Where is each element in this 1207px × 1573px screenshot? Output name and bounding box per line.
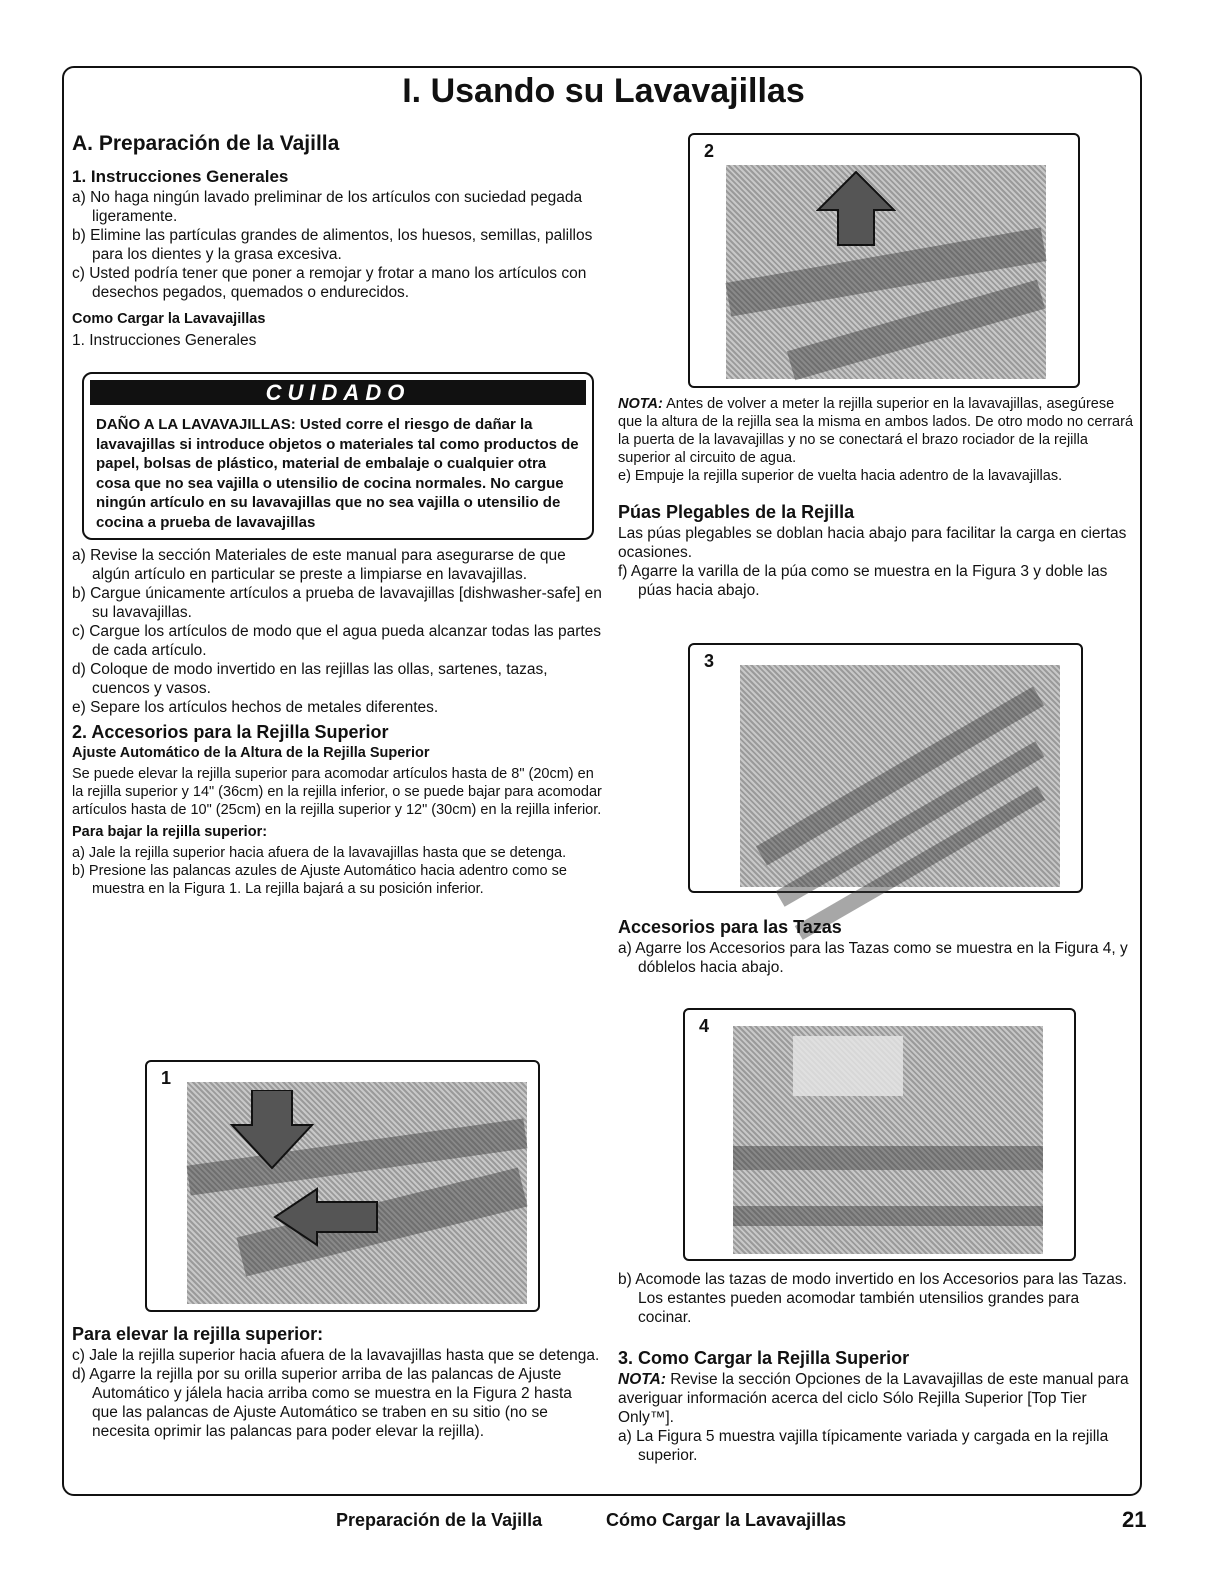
- list-item: a) Revise la sección Materiales de este manual para asegurarse de que algún artículo en particular se preste a limpiarse en lavavajillas.: [72, 547, 566, 583]
- footer-section-1: Preparación de la Vajilla: [336, 1510, 543, 1530]
- list-item: b) Presione las palancas azules de Ajuste Automático hacia adentro como se muestra en la Figura 1. La rejilla bajará a su posición inferior.: [72, 863, 567, 897]
- cup-shelves-heading: Accesorios para las Tazas: [618, 917, 842, 937]
- figure-number: 3: [704, 651, 715, 671]
- figure-number: 4: [699, 1016, 710, 1036]
- figure-4-photo: [733, 1026, 1043, 1254]
- figure-1: [145, 1060, 540, 1312]
- section-2-heading: 2. Accesorios para la Rejilla Superior: [72, 722, 389, 742]
- note-label: NOTA:: [618, 396, 663, 412]
- auto-adjust-heading: Ajuste Automático de la Altura de la Rejilla Superior: [72, 745, 430, 761]
- figure-4: [683, 1008, 1076, 1261]
- lower-right-block: [618, 1270, 1136, 1465]
- figure-3: [688, 643, 1083, 893]
- tines-text: Las púas plegables se doblan hacia abajo para facilitar la carga en ciertas ocasiones.: [618, 525, 1127, 561]
- figure-number: 2: [704, 141, 715, 161]
- caution-text: DAÑO A LA LAVAVAJILLAS: Usted corre el riesgo de dañar la lavavajillas si introduce objetos o materiales tal como productos de papel, bolsas de plástico, material de embalaje o cualquier otra cosa que no sea vajilla o utensilio de cocina normales. No cargue ningún artículo en su lavavajillas que no sea vajilla o utensilio de cocina a prueba de lavavajillas: [96, 416, 579, 531]
- caution-header: CUIDADO: [90, 380, 586, 405]
- list-item: a) Agarre los Accesorios para las Tazas como se muestra en la Figura 4, y dóblelos hacia abajo.: [618, 940, 1128, 976]
- list-item: e) Empuje la rejilla superior de vuelta hacia adentro de la lavavajillas.: [618, 468, 1063, 484]
- raise-rack-heading: Para elevar la rejilla superior:: [72, 1324, 324, 1344]
- lower-rack-heading: Para bajar la rejilla superior:: [72, 824, 268, 840]
- figure-3-photo: [740, 665, 1060, 887]
- list-item: e) Separe los artículos hechos de metales diferentes.: [72, 699, 439, 716]
- list-item: f) Agarre la varilla de la púa como se muestra en la Figura 3 y doble las púas hacia abajo.: [618, 563, 1108, 599]
- figure-2: [688, 133, 1080, 388]
- arrow-in-icon: [272, 1177, 382, 1247]
- right-column: [618, 395, 1136, 600]
- footer-section-2: Cómo Cargar la Lavavajillas: [606, 1510, 847, 1530]
- note2-label: NOTA:: [618, 1371, 666, 1388]
- list-item: c) Usted podría tener que poner a remojar y frotar a mano los artículos con desechos pegados, quemados o endurecidos.: [72, 265, 587, 301]
- note2-paragraph: [618, 1370, 1136, 1427]
- loading-heading: Como Cargar la Lavavajillas: [72, 311, 266, 327]
- note2-text: Revise la sección Opciones de la Lavavajillas de este manual para averiguar información acerca del ciclo Sólo Rejilla Superior [Top Tier Only™].: [618, 1371, 1129, 1426]
- general-instructions-heading: 1. Instrucciones Generales: [72, 167, 289, 186]
- arrow-up-icon: [816, 170, 896, 250]
- note-paragraph: [618, 395, 1136, 467]
- loading-item: 1. Instrucciones Generales: [72, 332, 257, 349]
- list-item: a) La Figura 5 muestra vajilla típicamente variada y cargada en la rejilla superior.: [618, 1428, 1109, 1464]
- page-title: I. Usando su Lavavajillas: [402, 72, 805, 110]
- list-item: c) Cargue los artículos de modo que el agua pueda alcanzar todas las partes de cada artículo.: [72, 623, 602, 659]
- page-number: 21: [1122, 1507, 1147, 1532]
- tines-heading: Púas Plegables de la Rejilla: [618, 502, 855, 522]
- auto-adjust-text: Se puede elevar la rejilla superior para acomodar artículos hasta de 8" (20cm) en la rejilla superior y 14" (36cm) en la rejilla inferior, o se puede bajar para acomodar artículos hasta de 10" (25cm) en la rejilla superior y 12" (30cm) en la rejilla inferior.: [72, 766, 602, 818]
- list-item: d) Coloque de modo invertido en las rejillas las ollas, sartenes, tazas, cuencos y vasos.: [72, 661, 548, 697]
- list-item: d) Agarre la rejilla por su orilla superior arriba de las palancas de Ajuste Automático y jálela hacia arriba como se muestra en la Figura 2 hasta que las palancas de Ajuste Automático se traben en su sitio (no se necesita oprimir las palancas para poder elevar la rejilla).: [72, 1366, 572, 1440]
- figure-1-photo: [187, 1082, 527, 1304]
- figure-2-photo: [726, 165, 1046, 379]
- list-item: b) Cargue únicamente artículos a prueba de lavavajillas [dishwasher-safe] en su lavavajillas.: [72, 585, 602, 621]
- note-text: Antes de volver a meter la rejilla superior en la lavavajillas, asegúrese que la altura de la rejilla sea la misma en ambos lados. De otro modo no cerrará la puerta de la lavavajillas y no se conectará el brazo rociador de la rejilla superior al circuito de agua.: [618, 396, 1134, 466]
- figure-number: 1: [161, 1068, 172, 1088]
- list-item: a) Jale la rejilla superior hacia afuera de la lavavajillas hasta que se detenga.: [72, 845, 567, 861]
- list-item: b) Acomode las tazas de modo invertido en los Accesorios para las Tazas. Los estantes pueden acomodar también utensilios grandes para cocinar.: [618, 1271, 1127, 1326]
- section-a-heading: A. Preparación de la Vajilla: [72, 132, 340, 155]
- list-item: b) Elimine las partículas grandes de alimentos, los huesos, semillas, palillos para los dientes y la grasa excesiva.: [72, 227, 593, 263]
- caution-box: [82, 372, 594, 540]
- cup-shelves-block: [618, 918, 1136, 977]
- section-3-heading: 3. Como Cargar la Rejilla Superior: [618, 1348, 910, 1368]
- raise-rack-block: [72, 1325, 602, 1441]
- list-item: c) Jale la rejilla superior hacia afuera de la lavavajillas hasta que se detenga.: [72, 1347, 600, 1364]
- arrow-down-icon: [227, 1090, 317, 1170]
- left-column: [72, 134, 602, 898]
- list-item: a) No haga ningún lavado preliminar de los artículos con suciedad pegada ligeramente.: [72, 189, 583, 225]
